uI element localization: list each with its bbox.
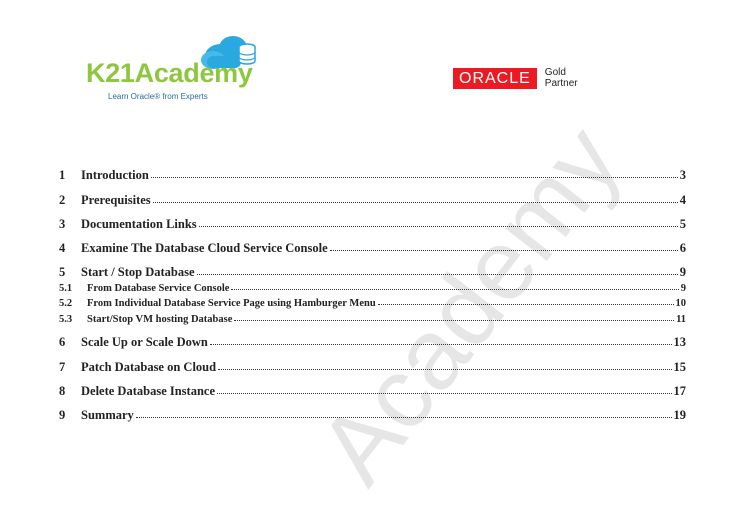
toc-number: 2 xyxy=(59,193,66,207)
toc-entry[interactable] xyxy=(59,408,686,423)
toc-entry[interactable] xyxy=(59,335,686,350)
toc-leader xyxy=(234,319,674,321)
toc-title: Examine The Database Cloud Service Console xyxy=(81,241,328,255)
toc-leader xyxy=(136,416,672,418)
toc-entry[interactable] xyxy=(59,360,686,375)
toc-page: 3 xyxy=(679,168,686,182)
toc-number: 1 xyxy=(59,168,66,182)
toc-page: 19 xyxy=(673,408,686,422)
toc-number: 3 xyxy=(59,217,66,231)
oracle-logo-text: ORACLE xyxy=(459,69,531,87)
toc-page: 15 xyxy=(673,360,686,374)
toc-number: 5 xyxy=(59,265,66,279)
toc-number: 5.3 xyxy=(59,314,73,325)
toc-number: 9 xyxy=(59,408,66,422)
toc-subentry[interactable] xyxy=(59,283,686,294)
toc-entry[interactable] xyxy=(59,384,686,399)
toc-subentry[interactable] xyxy=(59,314,686,325)
toc-subentry[interactable] xyxy=(59,298,686,309)
toc-leader xyxy=(151,176,678,178)
brand-tagline: Learn Oracle® from Experts xyxy=(108,92,208,101)
toc-title: Prerequisites xyxy=(81,193,151,207)
toc-leader xyxy=(330,249,678,251)
toc-title: Start / Stop Database xyxy=(81,265,195,279)
toc-leader xyxy=(378,303,674,305)
toc-page: 6 xyxy=(679,241,686,255)
toc-title: Start/Stop VM hosting Database xyxy=(87,314,233,325)
toc-number: 5.1 xyxy=(59,283,73,294)
toc-leader xyxy=(153,201,678,203)
toc-leader xyxy=(231,288,678,290)
toc-entry[interactable] xyxy=(59,168,686,183)
toc-page: 10 xyxy=(675,298,686,309)
toc-entry[interactable] xyxy=(59,241,686,256)
toc-title: Scale Up or Scale Down xyxy=(81,335,208,349)
toc-page: 9 xyxy=(680,283,686,294)
toc-title: Introduction xyxy=(81,168,149,182)
toc-number: 4 xyxy=(59,241,66,255)
toc-number: 6 xyxy=(59,335,66,349)
toc-page: 5 xyxy=(679,217,686,231)
toc-title: Patch Database on Cloud xyxy=(81,360,217,374)
toc-page: 17 xyxy=(673,384,686,398)
toc-number: 8 xyxy=(59,384,66,398)
toc-page: 9 xyxy=(679,265,686,279)
watermark: Academy xyxy=(297,105,643,504)
toc-page: 11 xyxy=(676,314,686,325)
toc-title: From Individual Database Service Page using Hamburger Menu xyxy=(87,298,376,309)
toc-title: Delete Database Instance xyxy=(81,384,216,398)
toc-page: 13 xyxy=(673,335,686,349)
toc-entry[interactable] xyxy=(59,265,686,280)
partner-level-line2: Partner xyxy=(544,78,578,89)
toc-leader xyxy=(210,343,672,345)
toc-title: From Database Service Console xyxy=(87,283,230,294)
brand-name-k21: K21 xyxy=(86,58,135,88)
toc-number: 7 xyxy=(59,360,66,374)
toc-number: 5.2 xyxy=(59,298,73,309)
toc-title: Summary xyxy=(81,408,134,422)
brand-name-academy: Academy xyxy=(134,58,253,88)
toc-leader xyxy=(197,273,678,275)
toc-leader xyxy=(218,368,671,370)
toc-page: 4 xyxy=(679,193,686,207)
toc-entry[interactable] xyxy=(59,217,686,232)
toc-leader xyxy=(217,392,671,394)
toc-entry[interactable] xyxy=(59,193,686,208)
partner-level-line1: Gold xyxy=(544,67,566,78)
toc-leader xyxy=(199,225,678,227)
toc-title: Documentation Links xyxy=(81,217,197,231)
